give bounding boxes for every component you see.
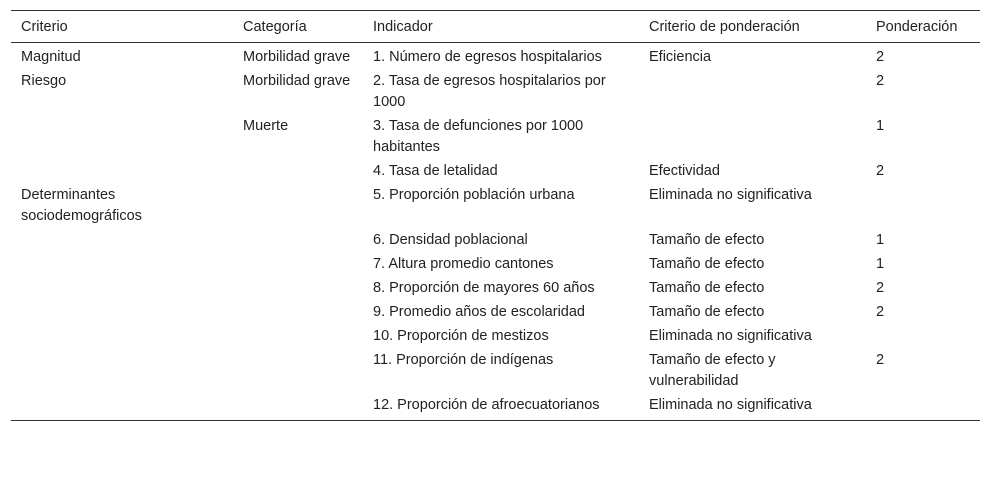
cell-indicador: 11. Proporción de indígenas [373,352,554,368]
cell-criterio-ponderacion: Eliminada no significativa [649,397,812,413]
cell-indicador: 8. Proporción de mayores 60 años [373,280,595,296]
cell-categoria: Muerte [243,118,289,134]
table-row [11,159,980,183]
cell-ponderacion [866,393,980,421]
table-row [11,393,980,421]
cell-ponderacion: 2 [876,352,885,368]
cell-categoria [233,183,363,228]
cell-indicador: 4. Tasa de letalidad [373,163,498,179]
table-header-row [11,11,980,43]
header-categoria: Categoría [243,18,307,35]
cell-criterio-ponderacion [639,114,866,159]
cell-indicador: 9. Promedio años de escolaridad [373,304,585,320]
cell-criterio-ponderacion: Tamaño de efecto [649,280,765,296]
cell-categoria: Morbilidad grave [243,49,351,65]
table-row [11,69,980,114]
cell-categoria: Morbilidad grave [243,73,351,89]
cell-criterio-ponderacion: Tamaño de efecto [649,304,765,320]
cell-criterio [11,300,233,324]
header-criterio-ponderacion: Criterio de ponderación [649,18,800,35]
cell-criterio-ponderacion: Tamaño de efecto [649,256,765,272]
table-row [11,276,980,300]
cell-criterio: Magnitud [21,49,81,65]
cell-criterio-ponderacion: Efectividad [649,163,720,179]
table-row [11,43,980,70]
ponderacion-table-container [11,10,980,421]
cell-criterio: Determinantes sociodemográficos [21,187,142,224]
cell-ponderacion: 1 [876,256,885,272]
cell-criterio [11,348,233,393]
cell-indicador: 1. Número de egresos hospitalarios [373,49,602,65]
cell-ponderacion: 1 [876,118,885,134]
cell-categoria [233,159,363,183]
cell-indicador: 10. Proporción de mestizos [373,328,549,344]
cell-categoria [233,348,363,393]
cell-ponderacion: 2 [876,163,885,179]
cell-indicador: 5. Proporción población urbana [373,187,575,203]
header-indicador: Indicador [373,18,433,35]
cell-ponderacion: 2 [876,304,885,320]
cell-categoria [233,300,363,324]
cell-ponderacion: 2 [876,73,885,89]
header-ponderacion: Ponderación [876,18,958,35]
cell-indicador: 2. Tasa de egresos hospitalarios por 1000 [373,73,606,110]
cell-ponderacion: 1 [876,232,885,248]
cell-categoria [233,228,363,252]
table-row [11,183,980,228]
cell-categoria [233,276,363,300]
cell-ponderacion [866,324,980,348]
cell-criterio [11,114,233,159]
cell-indicador: 12. Proporción de afroecuatorianos [373,397,600,413]
cell-categoria [233,252,363,276]
cell-ponderacion: 2 [876,49,885,65]
cell-criterio-ponderacion: Tamaño de efecto [649,232,765,248]
table-row [11,324,980,348]
table-row [11,300,980,324]
cell-categoria [233,393,363,421]
cell-indicador: 7. Altura promedio cantones [373,256,554,272]
cell-criterio-ponderacion [639,69,866,114]
cell-indicador: 6. Densidad poblacional [373,232,528,248]
cell-criterio-ponderacion: Eliminada no significativa [649,328,812,344]
ponderacion-table [11,10,980,421]
cell-criterio [11,393,233,421]
header-criterio: Criterio [21,18,68,35]
table-row [11,228,980,252]
cell-criterio-ponderacion: Tamaño de efecto y vulnerabilidad [649,352,776,389]
table-row [11,348,980,393]
cell-criterio [11,324,233,348]
cell-criterio: Riesgo [21,73,67,89]
cell-criterio-ponderacion: Eficiencia [649,49,712,65]
cell-criterio-ponderacion: Eliminada no significativa [649,187,812,203]
cell-criterio [11,228,233,252]
cell-ponderacion [866,183,980,228]
cell-indicador: 3. Tasa de defunciones por 1000 habitantes [373,118,584,155]
cell-categoria [233,324,363,348]
table-row [11,114,980,159]
cell-criterio [11,159,233,183]
cell-criterio [11,252,233,276]
cell-criterio [11,276,233,300]
table-row [11,252,980,276]
cell-ponderacion: 2 [876,280,885,296]
